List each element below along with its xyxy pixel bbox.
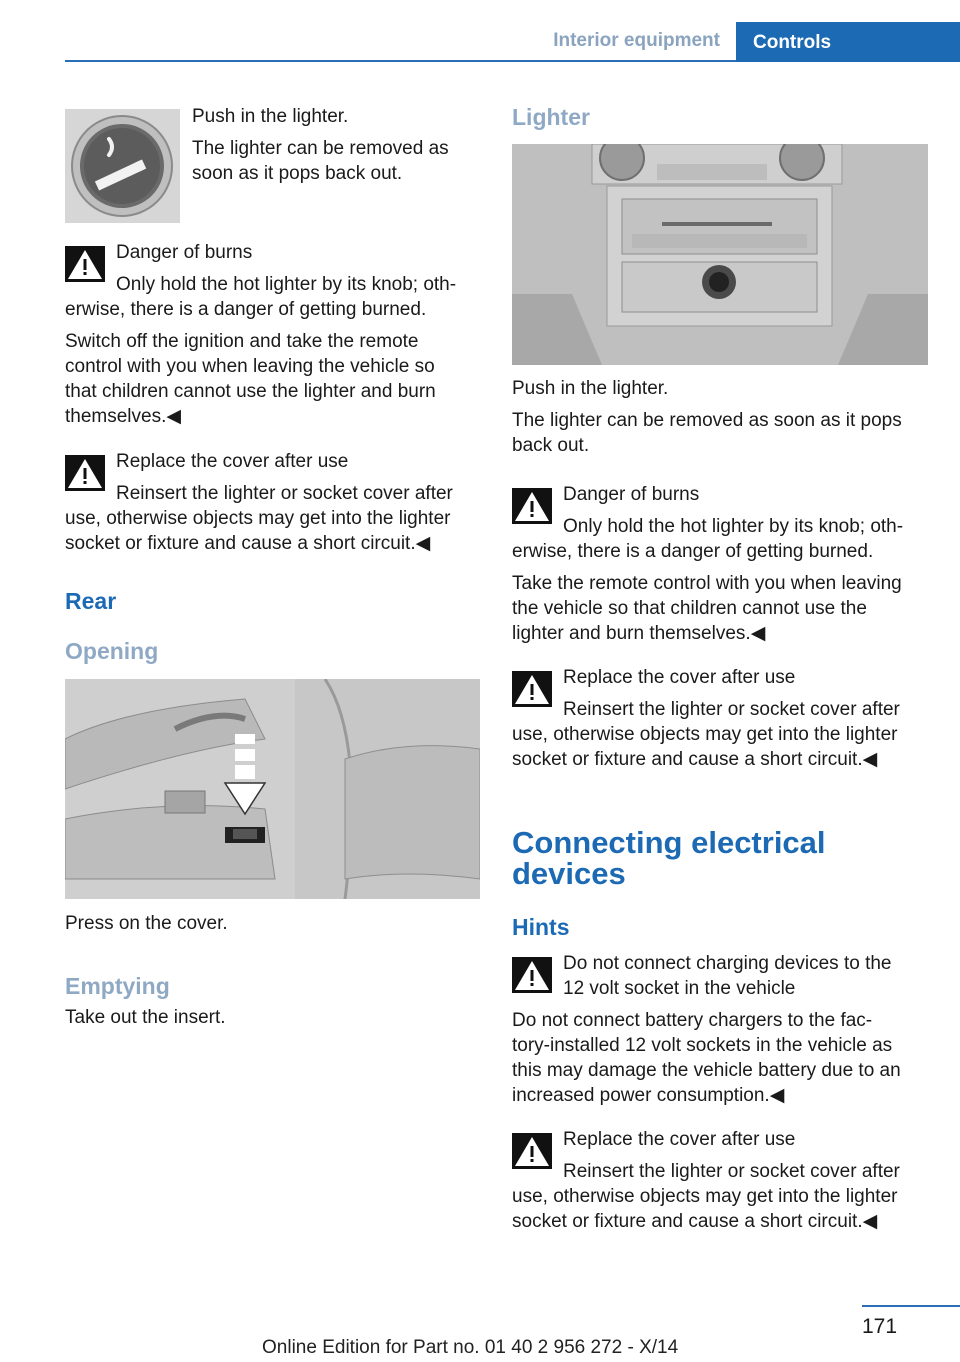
lighter-removed-text: The lighter can be removed as soon as it pops [512,410,902,431]
intro-line-2: The lighter can be removed as [192,138,449,159]
door-compartment-image [65,679,480,899]
warning-title: Replace the cover after use [116,451,349,472]
warning-text: erwise, there is a danger of getting burned. [512,541,874,562]
warning-icon [512,1133,552,1169]
warning-text: Do not connect battery chargers to the fac- [512,1010,873,1031]
header-chapter-tab: Controls [736,22,960,62]
press-cover-text: Press on the cover. [65,913,228,934]
warning-text: Only hold the hot lighter by its knob; oth- [116,274,457,295]
subheading-hints: Hints [512,914,570,940]
warning-text: themselves.◀ [65,406,181,427]
warning-text: Reinsert the lighter or socket cover after [116,483,453,504]
lighter-knob-image [65,109,180,223]
warning-title: Replace the cover after use [563,1129,796,1150]
header-section-label: Interior equipment [553,30,720,51]
warning-text: Switch off the ignition and take the remote [65,331,419,352]
warning-title: Danger of burns [563,484,700,505]
warning-icon [65,455,105,491]
lighter-removed-text: back out. [512,435,590,456]
warning-title: Replace the cover after use [563,667,796,688]
warning-text: use, otherwise objects may get into the lighter [65,508,451,529]
warning-text: Reinsert the lighter or socket cover after [563,1161,900,1182]
warning-text: socket or fixture and cause a short circuit.◀ [512,749,878,770]
warning-text: that children cannot use the lighter and burn [65,381,436,402]
section-heading-connecting: devices [512,856,626,891]
warning-title: Danger of burns [116,242,253,263]
warning-text: Only hold the hot lighter by its knob; oth- [563,516,904,537]
push-lighter-text: Push in the lighter. [512,378,669,399]
subheading-emptying: Emptying [65,973,170,999]
warning-title: 12 volt socket in the vehicle [563,978,796,999]
warning-text: socket or fixture and cause a short circuit.◀ [65,533,431,554]
footer-rule [862,1305,960,1307]
warning-icon [512,957,552,993]
section-heading-rear: Rear [65,588,117,614]
intro-line-3: soon as it pops back out. [192,163,403,184]
warning-text: lighter and burn themselves.◀ [512,623,766,644]
warning-text: Take the remote control with you when leaving [512,573,902,594]
warning-text: tory-installed 12 volt sockets in the vehicle as [512,1035,893,1056]
warning-icon [512,671,552,707]
warning-text: increased power consumption.◀ [512,1085,785,1106]
warning-text: the vehicle so that children cannot use the [512,598,867,619]
warning-text: use, otherwise objects may get into the lighter [512,724,898,745]
emptying-text: Take out the insert. [65,1007,226,1028]
warning-text: Reinsert the lighter or socket cover after [563,699,900,720]
warning-text: control with you when leaving the vehicle so [65,356,435,377]
warning-text: erwise, there is a danger of getting burned. [65,299,427,320]
section-heading-connecting: Connecting electrical [512,825,826,860]
footer-edition: Online Edition for Part no. 01 40 2 956 272 - X/14 [262,1337,679,1358]
subheading-opening: Opening [65,638,159,664]
rear-console-lighter-image [512,144,928,365]
subheading-lighter: Lighter [512,104,590,130]
warning-icon [512,488,552,524]
warning-text: socket or fixture and cause a short circuit.◀ [512,1211,878,1232]
page-number: 171 [862,1315,898,1338]
warning-text: use, otherwise objects may get into the lighter [512,1186,898,1207]
warning-text: this may damage the vehicle battery due to an [512,1060,901,1081]
intro-line-1: Push in the lighter. [192,106,349,127]
warning-title: Do not connect charging devices to the [563,953,892,974]
page-header [65,0,960,62]
warning-icon [65,246,105,282]
